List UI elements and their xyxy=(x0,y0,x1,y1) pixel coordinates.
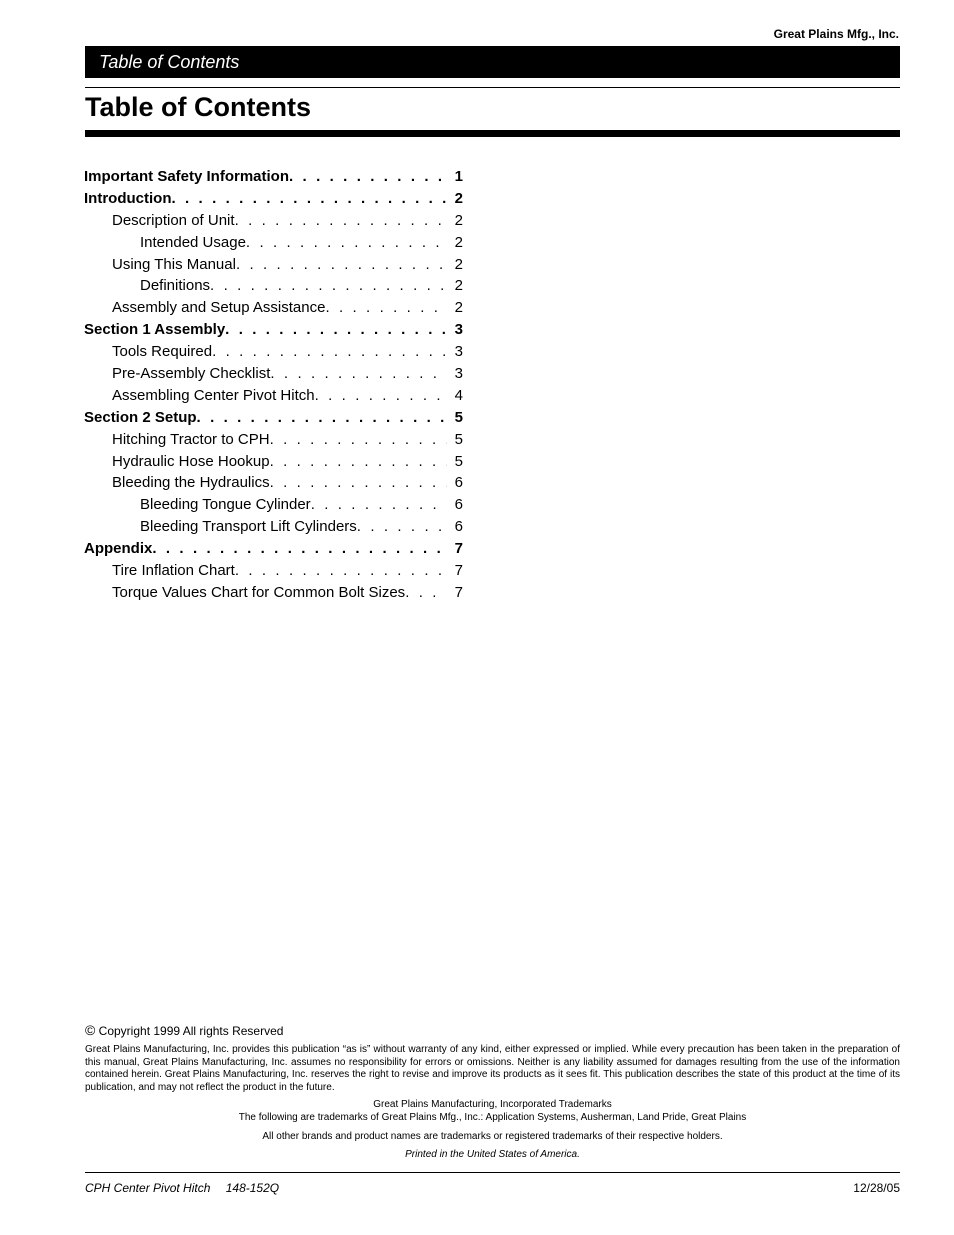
header-divider xyxy=(85,87,900,88)
copyright-symbol: © xyxy=(85,1022,96,1038)
toc-entry[interactable] xyxy=(84,341,463,363)
title-underline xyxy=(85,130,900,137)
toc-entry-title: Tools Required xyxy=(112,343,213,361)
toc-page-number: 2 xyxy=(454,189,463,207)
toc-page-number: 2 xyxy=(454,277,463,295)
table-of-contents xyxy=(84,166,463,604)
toc-page-number: 5 xyxy=(454,408,463,426)
footer-doc-number: 148-152Q xyxy=(225,1181,280,1195)
toc-entry[interactable] xyxy=(84,560,463,582)
toc-entry-title: Intended Usage xyxy=(140,233,246,251)
toc-page-number: 6 xyxy=(454,496,463,514)
dot-leader xyxy=(171,188,447,210)
dot-leader xyxy=(405,582,447,604)
toc-page-number: 3 xyxy=(454,365,463,383)
dot-leader xyxy=(152,538,447,560)
dot-leader xyxy=(311,494,447,516)
dot-leader xyxy=(325,297,447,319)
footer-divider xyxy=(85,1172,900,1173)
toc-entry-title: Section 2 Setup xyxy=(84,408,197,426)
toc-entry-title: Definitions xyxy=(140,277,211,295)
toc-entry[interactable] xyxy=(84,319,463,341)
toc-entry[interactable] xyxy=(84,429,463,451)
toc-entry[interactable] xyxy=(84,188,463,210)
toc-entry[interactable] xyxy=(84,385,463,407)
dot-leader xyxy=(270,429,447,451)
dot-leader xyxy=(236,254,447,276)
footer-product xyxy=(85,1181,279,1195)
toc-entry[interactable] xyxy=(84,582,463,604)
toc-page-number: 4 xyxy=(454,386,463,404)
toc-page-number: 6 xyxy=(454,518,463,536)
toc-page-number: 5 xyxy=(454,430,463,448)
toc-entry-title: Bleeding Tongue Cylinder xyxy=(140,496,311,514)
toc-page-number: 3 xyxy=(454,321,463,339)
toc-entry[interactable] xyxy=(84,472,463,494)
toc-page-number: 7 xyxy=(454,540,463,558)
toc-page-number: 2 xyxy=(454,233,463,251)
footer-date: 12/28/05 xyxy=(853,1181,900,1195)
dot-leader xyxy=(210,275,447,297)
toc-entry-title: Important Safety Information xyxy=(84,168,290,185)
trademarks-list: The following are trademarks of Great Plains Mfg., Inc.: Application Systems, Ausherman, Land Pride, Great Plains xyxy=(238,1112,747,1123)
toc-page-number: 5 xyxy=(454,452,463,470)
dot-leader xyxy=(212,341,447,363)
toc-entry[interactable] xyxy=(84,254,463,276)
toc-entry[interactable] xyxy=(84,516,463,538)
other-brands-notice: All other brands and product names are trademarks or registered trademarks of their respective holders. xyxy=(262,1131,723,1142)
trademarks-heading: Great Plains Manufacturing, Incorporated Trademarks xyxy=(373,1099,612,1110)
toc-entry[interactable] xyxy=(84,363,463,385)
toc-page-number: 1 xyxy=(454,168,463,185)
toc-entry-title: Tire Inflation Chart xyxy=(112,562,235,580)
toc-entry-title: Hitching Tractor to CPH xyxy=(112,430,270,448)
section-header-bar: Table of Contents xyxy=(85,46,900,78)
toc-page-number: 2 xyxy=(454,211,463,229)
toc-entry-title: Bleeding Transport Lift Cylinders xyxy=(140,518,357,536)
printed-in-usa: Printed in the United States of America. xyxy=(405,1149,580,1160)
dot-leader xyxy=(357,516,447,538)
toc-page-number: 2 xyxy=(454,299,463,317)
toc-entry[interactable] xyxy=(84,275,463,297)
page-title: Table of Contents xyxy=(85,92,311,122)
toc-entry-title: Introduction xyxy=(84,189,172,207)
toc-entry[interactable] xyxy=(84,166,463,188)
toc-entry[interactable] xyxy=(84,494,463,516)
toc-entry[interactable] xyxy=(84,210,463,232)
copyright-notice xyxy=(85,1022,283,1038)
toc-entry-title: Assembling Center Pivot Hitch xyxy=(112,386,315,404)
toc-entry-title: Using This Manual xyxy=(112,255,236,273)
toc-page-number: 2 xyxy=(454,255,463,273)
toc-entry[interactable] xyxy=(84,538,463,560)
toc-entry-title: Pre-Assembly Checklist xyxy=(112,365,271,383)
toc-page-number: 7 xyxy=(454,583,463,601)
dot-leader xyxy=(235,210,447,232)
toc-entry-title: Hydraulic Hose Hookup xyxy=(112,452,270,470)
toc-entry-title: Bleeding the Hydraulics xyxy=(112,474,270,492)
dot-leader xyxy=(235,560,447,582)
toc-entry-title: Description of Unit xyxy=(112,211,235,229)
dot-leader xyxy=(270,472,447,494)
toc-entry[interactable] xyxy=(84,451,463,473)
toc-entry[interactable] xyxy=(84,407,463,429)
toc-entry-title: Torque Values Chart for Common Bolt Sizes xyxy=(112,583,406,601)
dot-leader xyxy=(197,407,447,429)
footer-product-name: CPH Center Pivot Hitch xyxy=(85,1181,211,1195)
toc-entry-title: Appendix xyxy=(84,540,153,558)
toc-entry[interactable] xyxy=(84,232,463,254)
dot-leader xyxy=(225,319,447,341)
toc-entry-title: Assembly and Setup Assistance xyxy=(112,299,326,317)
dot-leader xyxy=(246,232,447,254)
dot-leader xyxy=(270,451,447,473)
toc-entry-title: Section 1 Assembly xyxy=(84,321,226,339)
toc-page-number: 6 xyxy=(454,474,463,492)
dot-leader xyxy=(270,363,447,385)
dot-leader xyxy=(289,166,447,188)
dot-leader xyxy=(315,385,447,407)
toc-entry[interactable] xyxy=(84,297,463,319)
company-name: Great Plains Mfg., Inc. xyxy=(773,27,899,41)
toc-page-number: 3 xyxy=(454,343,463,361)
copyright-text: Copyright 1999 All rights Reserved xyxy=(98,1024,284,1038)
disclaimer-paragraph: Great Plains Manufacturing, Inc. provides this publication “as is” without warranty of any kind, either expressed or implied. While every precaution has been taken in the preparation of this manual, Great Plains Manufacturing, Inc. assumes no responsibility for errors or omissions. Neither is any liability assumed for damages resulting from the use of the information contained herein. Great Plains Manufacturing, Inc. reserves the right to revise and improve its products as it sees fit. This publication describes the state of this product at the time of its publication, and may not reflect the product in the future. xyxy=(85,1044,900,1093)
toc-page-number: 7 xyxy=(454,562,463,580)
